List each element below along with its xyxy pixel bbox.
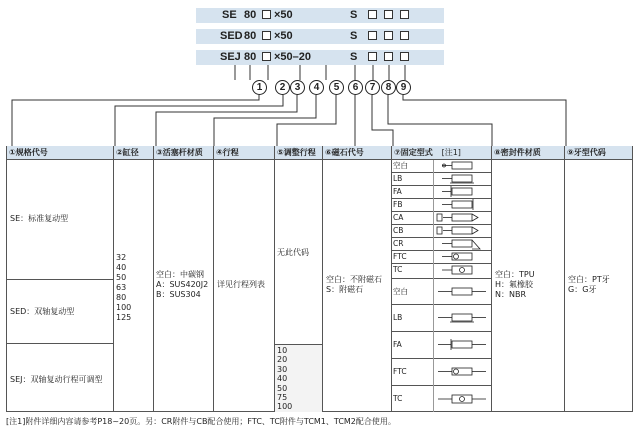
front-flange-icon — [442, 186, 472, 197]
bore-value: 32 — [116, 253, 127, 262]
double-rod-trunnion-icon — [438, 368, 486, 375]
callout-2: 2 — [275, 80, 290, 95]
clevis-bracket-icon — [442, 240, 480, 249]
mount-label: 空白 — [393, 161, 408, 170]
adjust-value: 50 — [277, 383, 288, 393]
single-clevis-icon — [437, 214, 478, 221]
mount-label: 空白 — [393, 287, 408, 296]
double-rod-foot-icon — [438, 314, 486, 322]
callout-3: 3 — [290, 80, 305, 95]
mount-label: LB — [393, 313, 403, 322]
seal-value: 空白：TPU — [495, 270, 535, 279]
mount-label: FA — [393, 340, 402, 349]
callout-4: 4 — [309, 80, 324, 95]
mount-label: FTC — [393, 367, 407, 376]
header-seal: ⑧密封件材质 — [492, 146, 564, 160]
rod-value: 空白：中碳钢 — [156, 270, 204, 279]
callout-6: 6 — [348, 80, 363, 95]
cylinder-icon — [442, 162, 472, 169]
bore-value: 40 — [116, 263, 127, 272]
spec-se: SE：标准复动型 — [10, 214, 69, 223]
code-stroke: ×50 — [274, 9, 293, 21]
double-rod-flange-icon — [438, 339, 486, 350]
bore-value: 63 — [116, 283, 127, 292]
header-thread: ⑨牙型代码 — [565, 146, 632, 160]
code-prefix: SE — [222, 9, 237, 21]
rod-value: A：SUS420J2 — [156, 280, 209, 289]
header-adjust: ⑤调整行程 — [275, 146, 322, 160]
rod-value: B：SUS304 — [156, 290, 201, 299]
mount-label: TC — [393, 265, 403, 274]
trunnion-icon — [442, 253, 472, 260]
code-prefix: SED — [220, 30, 243, 42]
header-bore: ②缸径 — [114, 146, 153, 160]
code-bore: 80 — [244, 51, 257, 63]
double-rod-cylinder-icon — [438, 288, 486, 295]
magnet-value: 空白：不附磁石 — [326, 275, 382, 284]
callout-1: 1 — [252, 80, 267, 95]
bore-value: 50 — [116, 273, 127, 282]
code-bore: 80 — [244, 30, 257, 42]
thread-value: 空白：PT牙 — [568, 275, 610, 284]
code-stroke: ×50 — [274, 30, 293, 42]
bore-value: 125 — [116, 313, 132, 322]
magnet-value: S：附磁石 — [326, 285, 364, 294]
adjust-value: 75 — [277, 393, 288, 403]
adjust-value: 20 — [277, 355, 288, 365]
callout-7: 7 — [365, 80, 380, 95]
foot-mount-icon — [442, 175, 474, 183]
code-bore: 80 — [244, 9, 257, 21]
mount-label: CA — [393, 213, 404, 222]
double-rod-center-trunnion-icon — [438, 395, 486, 403]
header-mount-label: ⑦固定型式 — [394, 148, 433, 157]
rear-flange-icon — [442, 199, 473, 210]
header-mount-note: [注1] — [441, 148, 461, 157]
double-clevis-icon — [437, 227, 478, 234]
spec-sed: SED：双轴复动型 — [10, 307, 75, 316]
seal-list — [495, 270, 535, 300]
seal-value: H：氟橡胶 — [495, 280, 534, 289]
mount-label: TC — [393, 394, 403, 403]
mount-label: FB — [393, 200, 403, 209]
seal-value: N：NBR — [495, 290, 527, 299]
adjust-none: 无此代码 — [277, 248, 309, 257]
header-magnet: ⑥磁石代号 — [323, 146, 391, 160]
adjust-value: 40 — [277, 374, 288, 384]
mount-label: FTC — [393, 252, 407, 261]
spec-sej: SEJ：双轴复动行程可调型 — [10, 375, 103, 384]
thread-list — [568, 275, 610, 295]
code-prefix: SEJ — [220, 51, 241, 63]
adjust-value: 30 — [277, 364, 288, 374]
stroke-value: 详见行程列表 — [217, 280, 265, 289]
adjust-value: 10 — [277, 346, 288, 355]
mount-label: FA — [393, 187, 402, 196]
code-magnet: S — [350, 9, 358, 21]
header-rod: ③活塞杆材质 — [154, 146, 213, 160]
mount-label: LB — [393, 174, 403, 183]
footnote: [注1]附件详细内容请参考P18~20页。另：CR附件与CB配合使用；FTC、TC附件与TCM1、TCM2配合使用。 — [6, 417, 396, 426]
code-magnet: S — [350, 51, 358, 63]
mount-label: CR — [393, 239, 404, 248]
bore-value: 100 — [116, 303, 132, 312]
header-stroke: ④行程 — [214, 146, 274, 160]
callout-9: 9 — [396, 80, 411, 95]
code-stroke: ×50–20 — [274, 51, 312, 63]
adjust-value: 100 — [277, 402, 293, 412]
center-trunnion-icon — [442, 266, 472, 274]
bore-value: 80 — [116, 293, 127, 302]
callout-5: 5 — [329, 80, 344, 95]
code-magnet: S — [350, 30, 358, 42]
mount-label: CB — [393, 226, 404, 235]
header-spec: ①规格代号 — [7, 146, 113, 160]
callout-8: 8 — [381, 80, 396, 95]
thread-value: G：G牙 — [568, 285, 597, 294]
